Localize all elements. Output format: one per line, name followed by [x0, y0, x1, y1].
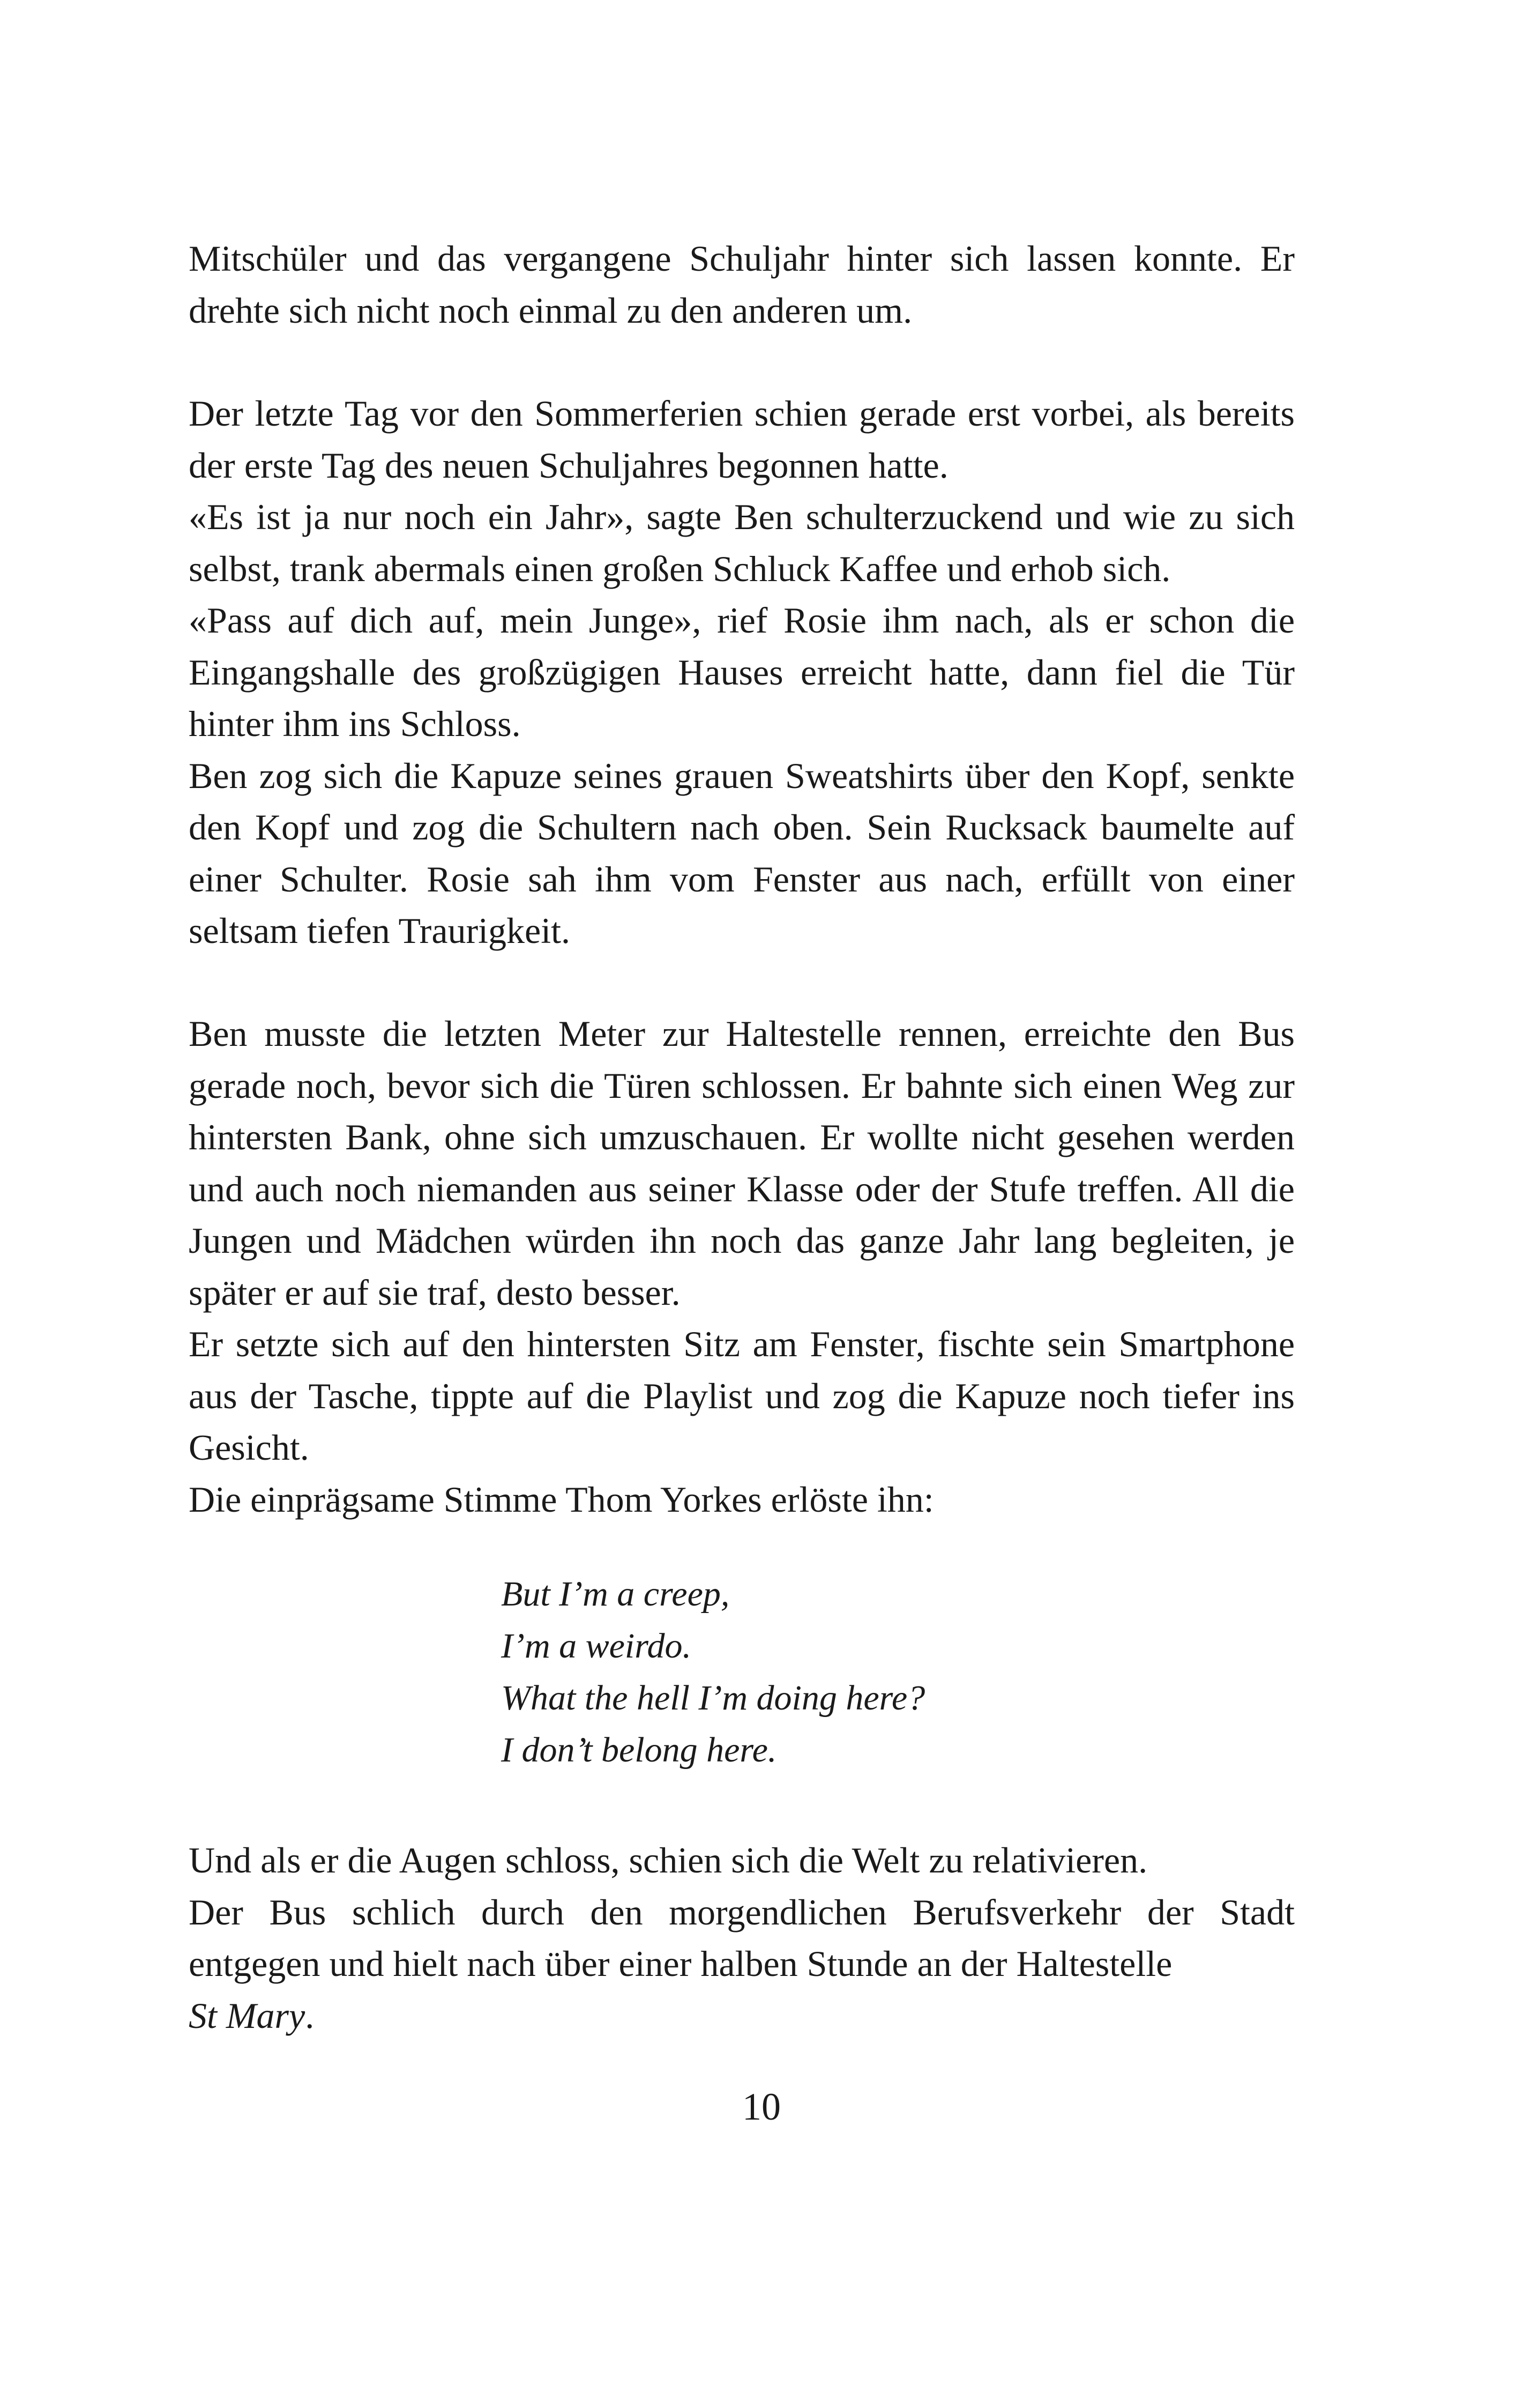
lyric-line-4: I don’t belong here. [501, 1730, 777, 1770]
paragraph-6: Ben musste die letzten Meter zur Haltestelle rennen, erreichte den Bus gerade noch, bevor sich die Türen schlossen. Er bahnte sich einen Weg zur hintersten Bank, ohne sich umzuschauen. Er wollte nicht gesehen werden und auch noch niemanden aus seiner Klasse oder der Stufe treffen. All die Jungen und Mädchen würden ihn noch das ganze Jahr lang begleiten, je später er auf sie traf, desto besser. [189, 1013, 1295, 1313]
text-block-second [189, 388, 1295, 957]
text-block-third [189, 1008, 1295, 1525]
song-lyrics [501, 1568, 925, 1776]
text-block-bottom [189, 1834, 1295, 2041]
lyric-line-1: But I’m a creep, [501, 1574, 730, 1614]
paragraph-10 [189, 1886, 1295, 2042]
lyric-line-3: What the hell I’m doing here? [501, 1678, 925, 1718]
lyric-line-2: I’m a weirdo. [501, 1626, 692, 1666]
paragraph-10-end: . [305, 1995, 315, 2036]
paragraph-4: «Pass auf dich auf, mein Junge», rief Rosie ihm nach, als er schon die Eingangshalle des großzügigen Hauses erreicht hatte, dann fiel die Tür hinter ihm ins Schloss. [189, 600, 1295, 744]
bus-stop-name: St Mary [189, 1995, 305, 2036]
paragraph-3: «Es ist ja nur noch ein Jahr», sagte Ben schulterzuckend und wie zu sich selbst, trank abermals einen großen Schluck Kaffee und erhob sich. [189, 496, 1295, 589]
paragraph-7: Er setzte sich auf den hintersten Sitz am Fenster, fischte sein Smartphone aus der Tasche, tippte auf die Playlist und zog die Kapuze noch tiefer ins Gesicht. [189, 1324, 1295, 1468]
paragraph-9: Und als er die Augen schloss, schien sich die Welt zu relativieren. [189, 1840, 1148, 1881]
paragraph-2: Der letzte Tag vor den Sommerferien schien gerade erst vorbei, als bereits der erste Tag des neuen Schuljahres begonnen hatte. [189, 393, 1295, 486]
paragraph-1: Mitschüler und das vergangene Schuljahr hinter sich lassen konnte. Er drehte sich nicht noch einmal zu den anderen um. [189, 238, 1295, 331]
paragraph-5: Ben zog sich die Kapuze seines grauen Sweatshirts über den Kopf, senkte den Kopf und zog die Schultern nach oben. Sein Rucksack baumelte auf einer Schulter. Rosie sah ihm vom Fenster aus nach, erfüllt von einer seltsam tiefen Traurigkeit. [189, 755, 1295, 951]
paragraph-10-text: Der Bus schlich durch den morgendlichen Berufsverkehr der Stadt entgegen und hielt nach über einer halben Stunde an der Haltestelle [189, 1891, 1295, 1984]
text-block-top [189, 233, 1295, 336]
page-number: 10 [742, 2085, 781, 2128]
paragraph-8: Die einprägsame Stimme Thom Yorkes erlöste ihn: [189, 1478, 934, 1520]
